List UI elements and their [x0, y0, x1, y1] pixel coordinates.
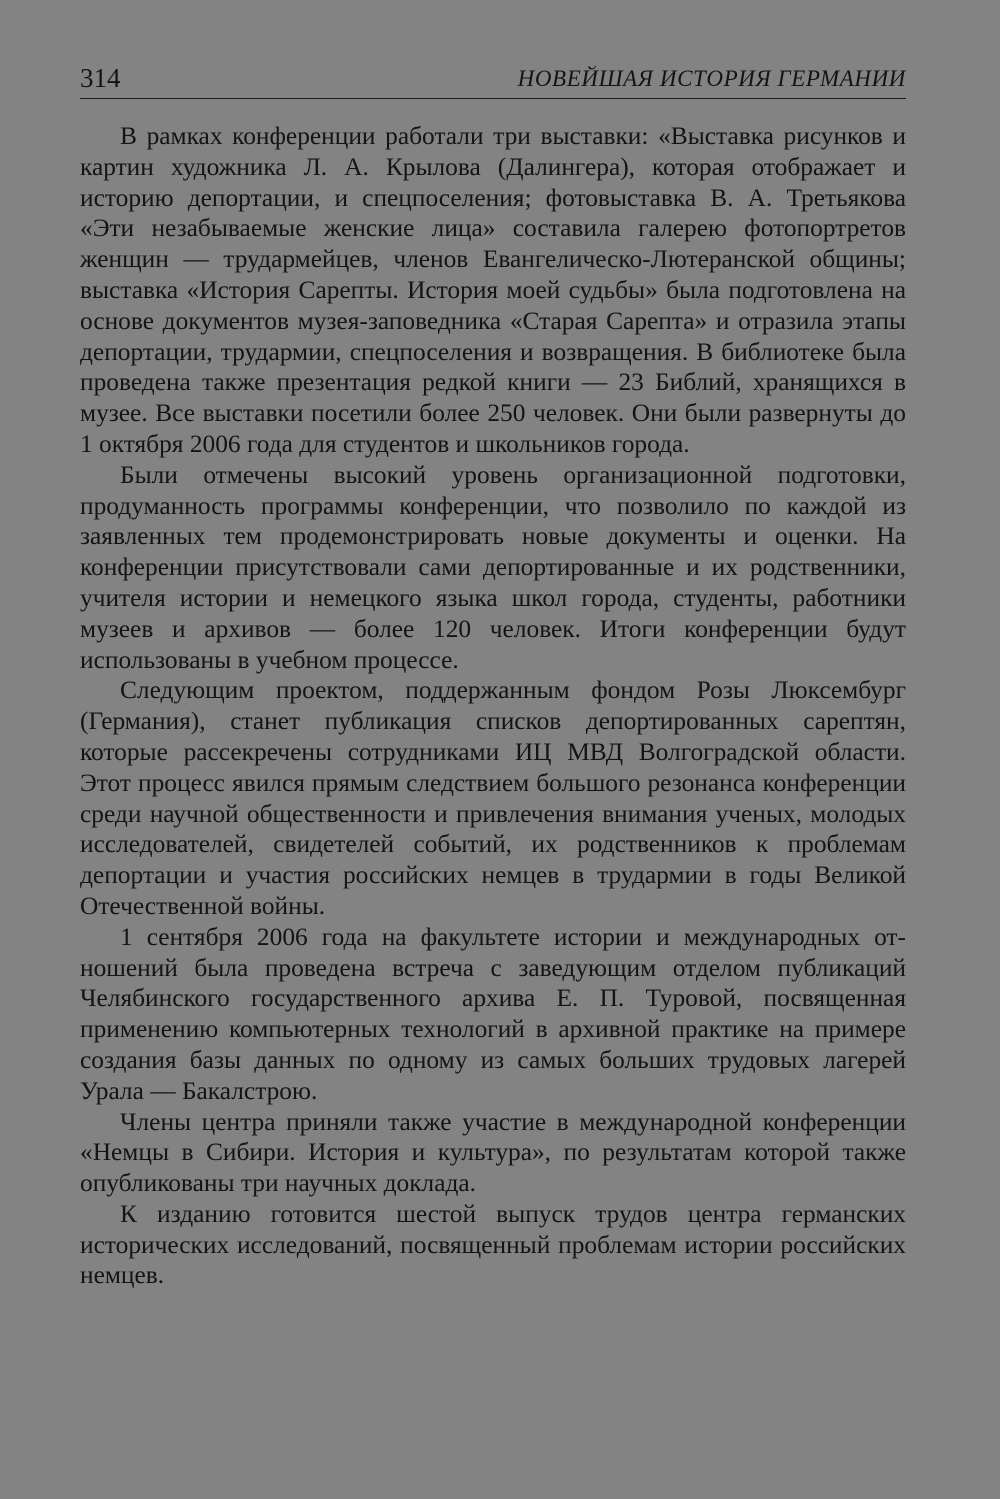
running-header [80, 60, 906, 99]
paragraph-archive-meeting: 1 сентября 2006 года на факультете истории и международных отношений была проведена встреча с заведующим отделом публикаций Челябинского государственного архива Е. П. Туровой, посвященная применению компьютерных технологий в архивной практике на примере создания базы данных по одному из самых больших трудовых лагерей Урала — Бакалстрою. [80, 922, 906, 1105]
body-text [80, 121, 906, 1291]
paragraph-conference-results: Были отмечены высокий уровень организационной подготовки, продуманность программы конференции, что позволило по каждой из заявленных тем продемонстрировать новые документы и оценки. На конференции присутствовали сами депортированные и их родственники, учителя истории и немецкого языка школ города, студенты, работники музеев и архивов — более 120 человек. Итоги конференции будут использованы в учебном процессе. [80, 460, 906, 674]
book-page [80, 60, 906, 1291]
running-title: НОВЕЙШАЯ ИСТОРИЯ ГЕРМАНИИ [517, 66, 906, 91]
paragraph-next-project: Следующим проектом, поддержанным фондом Розы Люксембург (Германия), станет публикация списков депортированных сарептян, которые рассекречены сотрудниками ИЦ МВД Волгоградской области. Этот процесс явился прямым следствием большого резонанса конференции среди научной общественности и привлечения внимания ученых, молодых исследователей, свидетелей событий, их родственников к проблемам депортации и участия российских немцев в трудармии в годы Великой Отечественной войны. [80, 676, 906, 920]
page-number: 314 [80, 63, 121, 93]
paragraph-exhibitions: В рамках конференции работали три выставки: «Выставка рисунков и картин художника Л. А. Крылова (Далингера), которая отображает и историю депортации, и спецпоселения; фотовыставка В. А. Третьякова «Эти незабываемые женские лица» составила галерею фотопортретов женщин — трудармейцев, членов Евангелическо-Лютеранской общины; выставка «История Сарепты. История моей судьбы» была подготовлена на основе документов музея-заповедника «Старая Сарепта» и отразила этапы депортации, трудармии, спецпоселения и возвращения. В библиотеке была проведена также презентация редкой книги — 23 Библий, хранящихся в музее. Все выставки посетили более 250 человек. Они были развернуты до 1 октября 2006 года для студентов и школьников города. [80, 122, 906, 458]
paragraph-siberia-conference: Члены центра приняли также участие в международной конференции «Немцы в Сибири. История и культура», по результатам которой также опубликованы три научных доклада. [80, 1107, 906, 1198]
paragraph-sixth-issue: К изданию готовится шестой выпуск трудов центра германских исторических исследований, посвященный проблемам истории российских немцев. [80, 1199, 906, 1290]
